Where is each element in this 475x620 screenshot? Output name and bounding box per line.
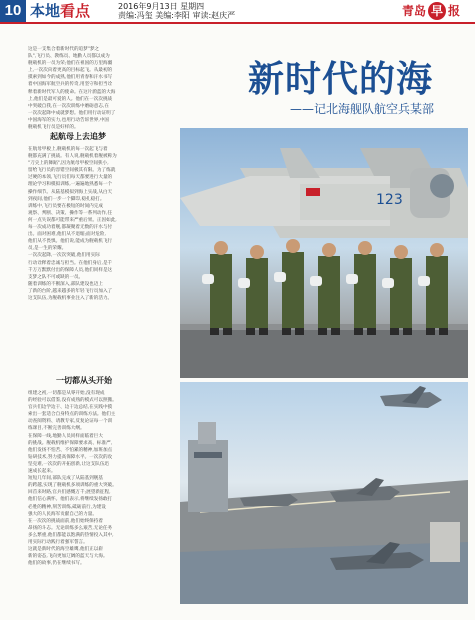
body-line: 动查阅资料、请教专家,反复论证每一个训 [28, 419, 113, 425]
body-line: 他们信心满怀。他们表示,将继续发扬敢打 [28, 497, 113, 503]
logo-text-left: 青岛 [401, 4, 426, 18]
pilots-photo [180, 128, 468, 378]
intro-paragraph [28, 46, 170, 131]
feature-headline: 新时代的海 [248, 59, 434, 100]
body-line: 必胜的精神,刻苦训练,砥砺前行,为建设 [28, 504, 106, 510]
body-line: 他们从不畏惧。他们说,能成为舰载机飞行 [28, 239, 113, 245]
section-prefix: 本地 [30, 2, 61, 20]
body-line: 官兵们边学边干、边干边总结,在实践中摸 [28, 405, 113, 411]
body-line: 练课目,不断完善训练大纲。 [28, 426, 85, 432]
body-line: 到夜间,他们一步一个脚印,稳扎稳打。 [28, 196, 105, 202]
body-line: 操作细节。从陆基模拟到海上实战,从白天 [28, 189, 113, 195]
editor-credits: 责编:冯玺 美编:李阳 审读:赵庆严 [118, 11, 236, 20]
body-line: 摸索到如今的成熟,他们用青春和汗水书写 [28, 75, 113, 81]
edition-info [118, 2, 235, 20]
body-line: 上,他们是最可爱的人。他们在一次次挑战 [28, 96, 113, 102]
body-line: 短短几年间,部队完成了从陆基到舰基 [28, 476, 103, 482]
body-line: 新的姿态,飞向更加辽阔的蓝天与大海。 [28, 554, 108, 560]
feature-subhead: ——记北海舰队航空兵某部 [290, 102, 435, 116]
pilot-group [202, 239, 448, 335]
body-line: 释着新时代军人的使命。在这片蔚蓝的大海 [28, 89, 116, 95]
body-line: 他们的故事,仍在继续书写。 [28, 561, 85, 567]
body-line: 上,一次次向着更高的目标起飞。从最初的 [28, 68, 113, 74]
body-line: 强大的人民海军贡献自己的力量。 [28, 511, 97, 517]
page-header [0, 0, 475, 24]
body-line: 这是一支集合着新时代的追梦"梦之 [28, 47, 100, 52]
body-line: 舰都充满了挑战。有人说,舰载机着舰被称为 [28, 154, 117, 160]
body-line: 留给飞行员的容错空间极其有限。为了练就 [28, 168, 116, 174]
body-line: 在航母甲板上,舰载机的每一次起飞与着 [28, 147, 108, 152]
section2-body [28, 390, 170, 567]
body-line: 在一次次的挑战面前,他们始终保持着 [28, 518, 103, 524]
jet-number: 123 [376, 192, 403, 208]
body-line: 的挑战。舰载机维护保障要求高、标准严, [28, 440, 113, 446]
body-line: 着中国海军航空兵的传奇,用坚守和担当诠 [28, 82, 113, 88]
section2-title: 一切都从头开始 [56, 376, 112, 385]
body-line: 一次次起降,一次次突破,他们用实际 [28, 253, 100, 259]
issue-date: 2016年9月13日 星期四 [118, 2, 205, 11]
body-line: 了新的台阶,越来越多的年轻飞行员加入了 [28, 288, 113, 294]
body-line: 坚克难,一次次的开拓创新,让这支队伍迅 [28, 461, 110, 467]
carrier-photo [180, 382, 468, 604]
body-line: 这就是新时代的海空雄鹰,他们正以崭 [28, 547, 103, 553]
body-line: 的经验可以借鉴,没有成熟的模式可以照搬。 [28, 398, 117, 404]
body-line: 何一点失误都可能带来严重后果。正因如此, [28, 217, 117, 223]
body-line: "刀尖上的舞蹈",因为航母甲板空间狭小, [28, 161, 109, 167]
body-line: 速成长起来。 [28, 469, 56, 475]
body-line: 钻研技术,努力提高保障水平。一次次的攻 [28, 454, 113, 460]
body-line: 每一次成功着舰,都凝聚着无数的汗水与付 [28, 225, 113, 231]
body-line: 训练中,飞行员要在极短的时间内完成 [28, 203, 103, 209]
body-line: 的跨越,实现了舰载机多项训练的重大突破。 [28, 483, 117, 489]
body-line: 过硬的本领,飞行员们每天都要进行大量的 [28, 175, 113, 181]
body-line: 千万万默默付出的保障人员,他们同样是这 [28, 267, 113, 273]
logo-mark: 早 [428, 2, 446, 20]
body-line: 随着训练的不断深入,部队建设也迈上 [28, 281, 103, 287]
body-line: 在保障一线,地勤人员同样面临着巨大 [28, 433, 103, 439]
body-line: 队",飞行员、教练员、地勤人员都以成为 [28, 54, 110, 60]
body-line: 用实际行动践行着强军誓言。 [28, 539, 88, 545]
body-line: 行动诠释着忠诚与担当。在他们身后,是千 [28, 260, 113, 266]
carrier-illustration [180, 382, 468, 604]
page-number: 10 [0, 0, 26, 22]
section1-body [28, 146, 170, 302]
pilots-illustration [180, 128, 468, 378]
body-line: 回首来时路,官兵们感慨万千;展望新征程, [28, 490, 111, 496]
body-line: 组建之初,一切都是从零开始,没有现成 [28, 391, 105, 396]
body-line: 中国海军的实力,也用行动告诉世界,中国 [28, 117, 110, 123]
logo-text-right: 报 [447, 4, 460, 18]
body-line: 出。面对困难,他们从不退缩;面对危险, [28, 232, 106, 238]
body-line: 索出一套适合自身特点的训练方法。他们主 [28, 412, 116, 418]
body-line: 中突破自我,在一次次训练中磨砺意志,在 [28, 103, 110, 109]
body-line: 昂扬的斗志。无论训练多么艰苦,无论任务 [28, 525, 113, 531]
section-title [30, 1, 90, 21]
section-highlight: 看点 [60, 2, 91, 20]
body-line: 观察、判断、决策、操作等一系列动作,任 [28, 210, 113, 216]
body-line: 理论学习和模拟训练,一遍遍地熟悉每一个 [28, 182, 113, 188]
body-line: 支梦之队不可或缺的一员。 [28, 274, 84, 280]
body-line: 舰载机的一员为荣;他们在祖国的万里海疆 [28, 61, 113, 67]
body-line: 多么繁重,他们都能以饱满的热情投入其中, [28, 532, 114, 538]
body-line: 员,是一生的荣耀。 [28, 246, 67, 252]
body-line: 一次次起降中成就梦想。他们用行动证明了 [28, 110, 116, 116]
body-line: 他们发扬不怕苦、不怕累的精神,加班加点 [28, 447, 113, 453]
body-line: 舰载机飞行员是好样的。 [28, 125, 79, 131]
newspaper-logo [401, 2, 461, 20]
body-line: 这支队伍,为舰载机事业注入了新的活力。 [28, 295, 113, 301]
section1-title: 起航母上去追梦 [50, 132, 106, 141]
